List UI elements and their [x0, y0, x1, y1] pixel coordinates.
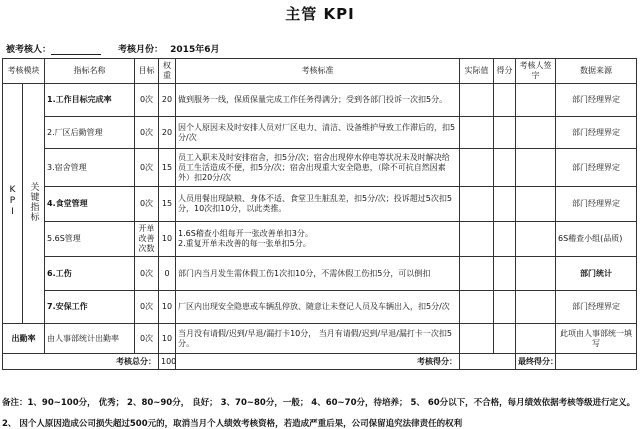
indicator-weight: 10 [159, 291, 176, 324]
score-cell[interactable] [494, 187, 516, 222]
indicator-target: 0次 [135, 149, 159, 187]
indicator-source: 部门经理界定 [556, 117, 637, 149]
actual-cell[interactable] [460, 257, 494, 291]
module-kpi-cell [3, 84, 23, 324]
indicator-target: 开单改善次数 [135, 222, 159, 257]
indicator-name: 4.食堂管理 [45, 187, 135, 222]
total-value: 100 [159, 354, 176, 370]
indicator-criteria: 部门内当月发生需休假工伤1次扣10分，不需休假工伤扣5分，可以倒扣 [176, 257, 460, 291]
table-row [3, 149, 637, 187]
month-label: 考核月份： [118, 45, 164, 55]
signature-cell[interactable] [516, 187, 556, 222]
indicator-name: 2.厂区后勤管理 [45, 117, 135, 149]
indicator-target: 0次 [135, 187, 159, 222]
indicator-weight: 15 [159, 149, 176, 187]
score-cell[interactable] [494, 117, 516, 149]
indicator-weight: 10 [159, 222, 176, 257]
header-criteria: 考核标准 [176, 59, 460, 84]
final-label: 最终得分： [516, 354, 556, 370]
assessee-field [6, 42, 101, 55]
assessee-blank[interactable] [51, 45, 101, 55]
signature-cell[interactable] [516, 117, 556, 149]
indicator-name: 7.安保工作 [45, 291, 135, 324]
indicator-source: 部门经理界定 [556, 84, 637, 117]
actual-cell[interactable] [460, 84, 494, 117]
attendance-row [3, 324, 637, 354]
header-indicator: 指标名称 [45, 59, 135, 84]
indicator-weight: 0 [159, 257, 176, 291]
final-score-cell[interactable] [556, 354, 637, 370]
score-cell[interactable] [494, 291, 516, 324]
kpi-table [2, 58, 637, 370]
signature-cell[interactable] [516, 257, 556, 291]
totals-row [3, 354, 637, 370]
indicator-target: 0次 [135, 117, 159, 149]
score-cell[interactable] [494, 257, 516, 291]
signature-cell[interactable] [516, 291, 556, 324]
page-title: 主管 KPI [285, 5, 355, 23]
actual-cell[interactable] [460, 187, 494, 222]
indicator-weight: 20 [159, 84, 176, 117]
attendance-target: 0次 [135, 324, 159, 354]
attendance-name: 由人事部统计出勤率 [45, 324, 135, 354]
signature-cell[interactable] [516, 324, 556, 354]
attendance-source: 此项由人事部统一填写 [556, 324, 637, 354]
signature-cell[interactable] [516, 84, 556, 117]
actual-cell[interactable] [460, 222, 494, 257]
indicator-name: 1.工作目标完成率 [45, 84, 135, 117]
attendance-module: 出勤率 [3, 324, 45, 354]
indicator-source: 部门统计 [556, 257, 637, 291]
indicator-target: 0次 [135, 257, 159, 291]
score-label: 考核得分： [176, 354, 460, 370]
actual-cell[interactable] [460, 324, 494, 354]
note-line-1: 备注：1、90~100分， 优秀； 2、80~90分， 良好； 3、70~80分，一般； 4、60~70分，待培养； 5、 60分以下，不合格，每月绩效依据考核等级进行定义。 [2, 398, 636, 408]
header-source: 数据来源 [556, 59, 637, 84]
indicator-criteria: 因个人原因未及时安排人员对厂区电力、清洁、设备维护导致工作滞后的，扣5分/次 [176, 117, 460, 149]
indicator-criteria: 厂区内出现安全隐患或车辆乱停放、随意让未登记人员及车辆出入，扣5分/次 [176, 291, 460, 324]
table-row [3, 222, 637, 257]
month-field [118, 42, 219, 55]
header-signature: 考核人签字 [516, 59, 556, 84]
indicator-source: 部门经理界定 [556, 291, 637, 324]
indicator-name: 3.宿舍管理 [45, 149, 135, 187]
indicator-criteria: 做到服务一线，保质保量完成工作任务得满分；受到各部门投诉一次扣5分。 [176, 84, 460, 117]
actual-cell[interactable] [460, 117, 494, 149]
module-kpi-label: KPI [7, 185, 18, 218]
table-header-row [3, 59, 637, 84]
indicator-criteria: 1.6S稽查小组每开一张改善单扣3分。 2.重复开单未改善的每一张单扣5分。 [176, 222, 460, 257]
score-cell[interactable] [494, 149, 516, 187]
signature-cell[interactable] [516, 222, 556, 257]
header-actual: 实际值 [460, 59, 494, 84]
header-module: 考核模块 [3, 59, 45, 84]
indicator-source: 6S稽查小组(品质) [556, 222, 637, 257]
actual-cell[interactable] [460, 291, 494, 324]
module-key-cell [23, 84, 45, 324]
attendance-criteria: 当月没有请假/迟到/早退/漏打卡10分， 当月有请假/迟到/早退/漏打卡一次扣5分。 [176, 324, 460, 354]
module-key-label: 关键指标 [28, 181, 39, 222]
indicator-name: 5.6S管理 [45, 222, 135, 257]
header-weight: 权重 [159, 59, 176, 84]
indicator-source: 部门经理界定 [556, 149, 637, 187]
indicator-target: 0次 [135, 291, 159, 324]
indicator-target: 0次 [135, 84, 159, 117]
score-cell[interactable] [494, 222, 516, 257]
table-row [3, 291, 637, 324]
indicator-source: 部门经理界定 [556, 187, 637, 222]
note-line-2: 2、 因个人原因造成公司损失超过500元的，取消当月个人绩效考核资格，若造成严重后果，公司保留追究法律责任的权利 [2, 419, 463, 429]
indicator-weight: 15 [159, 187, 176, 222]
table-row [3, 257, 637, 291]
table-row [3, 84, 637, 117]
header-target: 目标 [135, 59, 159, 84]
indicator-name: 6.工伤 [45, 257, 135, 291]
attendance-weight: 10 [159, 324, 176, 354]
score-total-cell[interactable] [460, 354, 516, 370]
indicator-criteria: 员工入职未及时安排宿舍，扣5分/次；宿舍出现停水停电等状况未及时解决给员工生活造成不便，扣5分/次；宿舍出现重大安全隐患，（除不可抗自然因素外）扣20分/次 [176, 149, 460, 187]
score-cell[interactable] [494, 84, 516, 117]
table-row [3, 187, 637, 222]
total-label: 考核总分： [3, 354, 159, 370]
indicator-weight: 20 [159, 117, 176, 149]
signature-cell[interactable] [516, 149, 556, 187]
table-row [3, 117, 637, 149]
assessee-label: 被考核人： [6, 45, 52, 55]
indicator-criteria: 人员用餐出现缺粮、身体不适、食堂卫生脏乱差，扣5分/次；投诉超过5次扣5分，10次扣10分，以此类推。 [176, 187, 460, 222]
month-value: 2015年6月 [170, 45, 220, 55]
score-cell[interactable] [494, 324, 516, 354]
header-score: 得分 [494, 59, 516, 84]
actual-cell[interactable] [460, 149, 494, 187]
